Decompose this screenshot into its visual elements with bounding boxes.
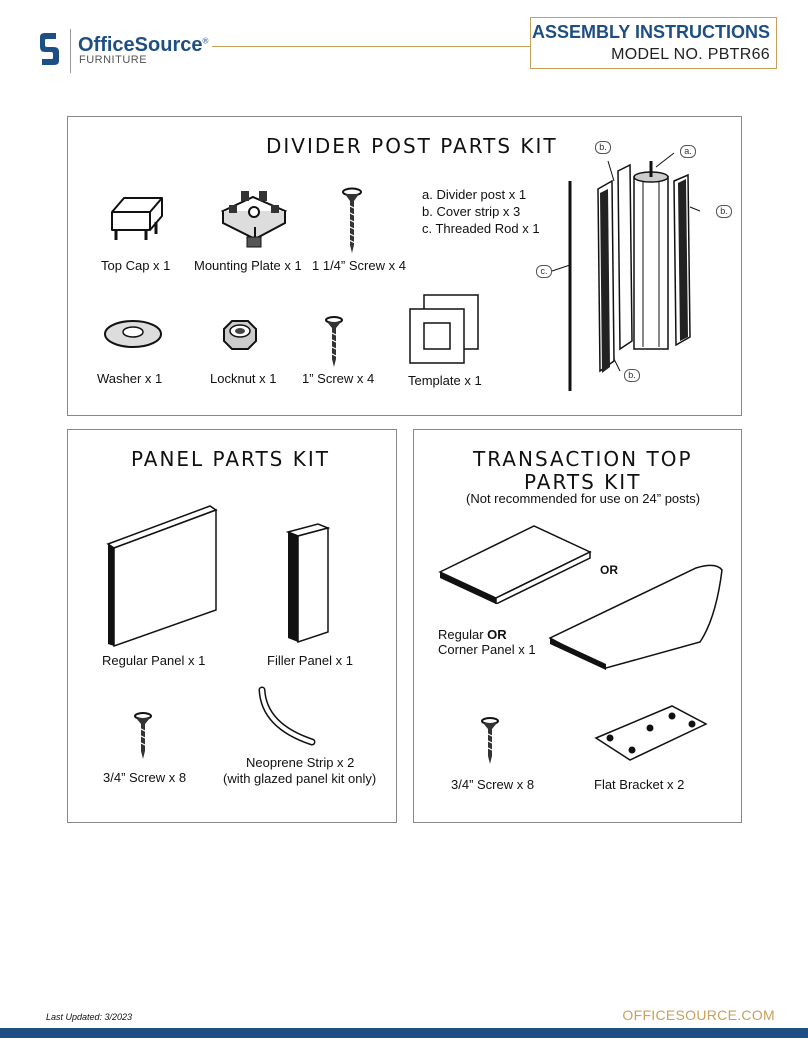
model-number: MODEL NO. PBTR66	[611, 46, 770, 63]
screw-long-icon	[340, 187, 364, 255]
website-link[interactable]: OFFICESOURCE.COM	[622, 1007, 775, 1023]
label-locknut: Locknut x 1	[210, 371, 277, 386]
label-neoprene-line1: Neoprene Strip x 2	[246, 755, 355, 770]
template-icon	[408, 293, 480, 367]
brand-subtitle: FURNITURE	[79, 54, 148, 66]
label-regular: Regular	[438, 627, 488, 642]
washer-icon	[102, 317, 164, 351]
panel-screw-icon	[132, 711, 154, 761]
label-mounting-plate: Mounting Plate x 1	[194, 258, 302, 273]
neoprene-strip-icon	[256, 686, 326, 752]
filler-panel-icon	[284, 522, 332, 646]
mounting-plate-icon	[215, 187, 293, 253]
callout-b-bottom: b.	[624, 369, 640, 382]
label-corner-panel: Corner Panel x 1	[438, 642, 536, 657]
label-top-cap: Top Cap x 1	[101, 258, 171, 273]
callout-c: c.	[536, 265, 552, 278]
or-label: OR	[600, 563, 618, 577]
label-neoprene-line2: (with glazed panel kit only)	[223, 771, 377, 786]
title-box	[530, 17, 777, 69]
brand-name: OfficeSource®	[78, 34, 209, 56]
regular-panel-icon	[104, 504, 220, 650]
footer-bar	[0, 1028, 808, 1038]
registered-mark: ®	[202, 36, 209, 46]
divider-kit-title: DIVIDER POST PARTS KIT	[266, 134, 558, 158]
label-short-screw: 1” Screw x 4	[302, 371, 375, 386]
legend-divider-post: a. Divider post x 1	[422, 187, 527, 202]
transaction-screw-icon	[479, 716, 501, 766]
label-transaction-screw: 3/4” Screw x 8	[451, 777, 535, 792]
top-cap-icon	[104, 192, 170, 250]
label-flat-bracket: Flat Bracket x 2	[594, 777, 685, 792]
logo	[36, 29, 209, 75]
label-filler-panel: Filler Panel x 1	[267, 653, 353, 668]
divider-post-illustration	[538, 141, 708, 401]
last-updated: Last Updated: 3/2023	[46, 1012, 133, 1022]
label-panel-screw: 3/4” Screw x 8	[103, 770, 187, 785]
callout-b-right: b.	[716, 205, 732, 218]
corner-top-icon	[546, 558, 726, 670]
panel-kit-title: PANEL PARTS KIT	[131, 447, 330, 471]
legend-cover-strip: b. Cover strip x 3	[422, 204, 521, 219]
screw-short-icon	[323, 315, 345, 369]
label-washer: Washer x 1	[97, 371, 163, 386]
locknut-icon	[218, 317, 260, 353]
transaction-kit-note: (Not recommended for use on 24” posts)	[466, 491, 701, 506]
label-long-screw: 1 1/4” Screw x 4	[312, 258, 406, 273]
transaction-kit-title-line2: PARTS KIT	[524, 470, 642, 494]
transaction-kit-panel	[413, 429, 742, 823]
logo-divider	[70, 29, 71, 73]
label-or-bold: OR	[487, 627, 507, 642]
transaction-kit-title-line1: TRANSACTION TOP	[473, 447, 693, 471]
flat-bracket-icon	[592, 702, 710, 764]
callout-a: a.	[680, 145, 696, 158]
label-regular-or-corner-line1	[438, 627, 507, 642]
callout-b-top: b.	[595, 141, 611, 154]
label-regular-panel: Regular Panel x 1	[102, 653, 206, 668]
logo-mark-icon	[36, 31, 62, 67]
divider-post-kit-panel	[67, 116, 742, 416]
header-rule	[212, 46, 530, 47]
doc-title: ASSEMBLY INSTRUCTIONS	[531, 22, 770, 42]
panel-kit-panel	[67, 429, 397, 823]
legend-threaded-rod: c. Threaded Rod x 1	[422, 221, 540, 236]
label-template: Template x 1	[408, 373, 482, 388]
